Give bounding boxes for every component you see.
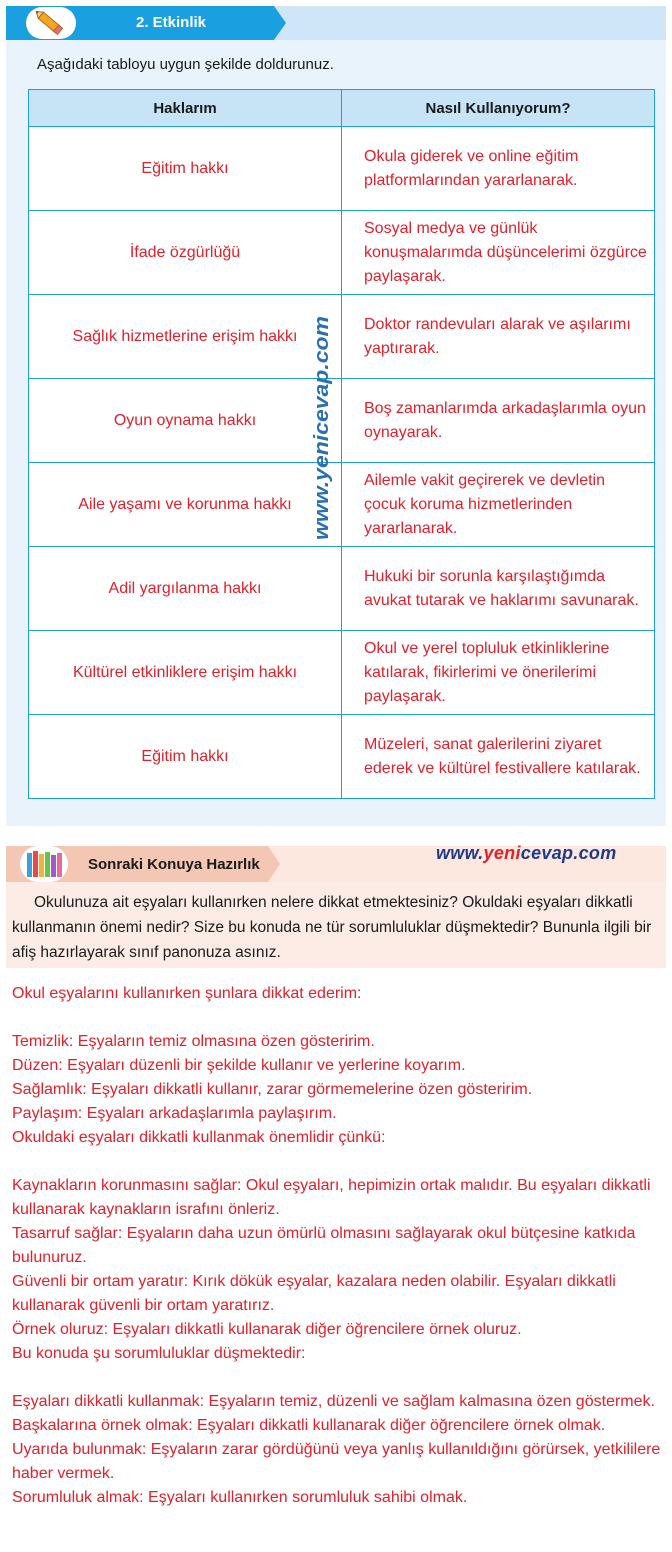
activity-section xyxy=(6,6,666,826)
right-cell: Adil yargılanma hakkı xyxy=(29,547,342,631)
right-cell: Aile yaşamı ve korunma hakkı xyxy=(29,463,342,547)
importance-item: Örnek oluruz: Eşyaları dikkatli kullanarak diğer öğrencilere örnek oluruz. xyxy=(12,1321,522,1338)
answer-intro: Okul eşyalarını kullanırken şunlara dikkat ederim: xyxy=(12,985,362,1002)
right-cell: Eğitim hakkı xyxy=(29,715,342,799)
responsibility-intro: Bu konuda şu sorumluluklar düşmektedir: xyxy=(12,1345,306,1362)
column-header-usage: Nasıl Kullanıyorum? xyxy=(342,90,655,127)
next-topic-title: Sonraki Konuya Hazırlık xyxy=(88,856,260,873)
svg-text:www.yenicevap.com: www.yenicevap.com xyxy=(311,345,333,540)
table-row xyxy=(29,463,655,547)
importance-item: Güvenli bir ortam yaratır: Kırık dökük eşyalar, kazalara neden olabilir. Eşyaları dikkatli kullanarak güvenli bir ortam yaratırız. xyxy=(12,1273,616,1314)
table-row xyxy=(29,295,655,379)
prompt-text: Okulunuza ait eşyaları kullanırken nelere dikkat etmektesiniz? Okuldaki eşyaları dikkatli kullanmanın önemi nedir? Size bu konuda ne tür sorumluluklar düşmektedir? Bununla ilgili bir afiş hazırlayarak sınıf panonuza asınız. xyxy=(12,894,652,961)
usage-cell: Müzeleri, sanat galerilerini ziyaret ederek ve kültürel festivallere katılarak. xyxy=(342,715,655,799)
site-brand xyxy=(436,843,617,864)
care-item: Düzen: Eşyaları düzenli bir şekilde kullanır ve yerlerine koyarım. xyxy=(12,1057,466,1074)
table-row xyxy=(29,379,655,463)
care-item: Paylaşım: Eşyaları arkadaşlarımla paylaşırım. xyxy=(12,1105,337,1122)
right-cell: İfade özgürlüğü xyxy=(29,211,342,295)
usage-cell: Okul ve yerel topluluk etkinliklerine katılarak, fikirlerimi ve önerilerimi paylaşarak. xyxy=(342,631,655,715)
table-row xyxy=(29,715,655,799)
right-cell: Oyun oynama hakkı xyxy=(29,379,342,463)
usage-cell: Ailemle vakit geçirerek ve devletin çocuk koruma hizmetlerinden yararlanarak. xyxy=(342,463,655,547)
responsibility-item: Eşyaları dikkatli kullanmak: Eşyaların temiz, düzenli ve sağlam kalmasına özen göstermek. xyxy=(12,1393,655,1410)
column-header-rights: Haklarım xyxy=(29,90,342,127)
table-row xyxy=(29,631,655,715)
importance-item: Tasarruf sağlar: Eşyaların daha uzun ömürlü olmasını sağlayarak okul bütçesine katkıda bulunuruz. xyxy=(12,1225,636,1266)
right-cell: Kültürel etkinliklere erişim hakkı xyxy=(29,631,342,715)
activity-title: 2. Etkinlik xyxy=(136,14,207,31)
activity-instruction: Aşağıdaki tabloyu uygun şekilde doldurunuz. xyxy=(37,56,334,73)
responsibility-item: Sorumluluk almak: Eşyaları kullanırken sorumluluk sahibi olmak. xyxy=(12,1489,468,1506)
table-row xyxy=(29,211,655,295)
importance-intro: Okuldaki eşyaları dikkatli kullanmak önemlidir çünkü: xyxy=(12,1129,386,1146)
books-icon xyxy=(24,849,66,879)
usage-cell: Hukuki bir sorunla karşılaştığımda avukat tutarak ve haklarımı savunarak. xyxy=(342,547,655,631)
right-cell: Sağlık hizmetlerine erişim hakkı xyxy=(29,295,342,379)
care-item: Sağlamlık: Eşyaları dikkatli kullanır, zarar görmemelerine özen gösteririm. xyxy=(12,1081,533,1098)
importance-item: Kaynakların korunmasını sağlar: Okul eşyaları, hepimizin ortak malıdır. Bu eşyaları dikkatli kullanarak kaynakların israfını önleriz. xyxy=(12,1177,651,1218)
pencil-icon xyxy=(32,9,68,37)
brand-suffix: cevap.com xyxy=(520,843,617,863)
watermark xyxy=(306,310,336,540)
responsibility-item: Uyarıda bulunmak: Eşyaların zarar gördüğünü veya yanlış kullanıldığını görürsek, yetkililere haber vermek. xyxy=(12,1441,661,1482)
responsibility-item: Başkalarına örnek olmak: Eşyaları dikkatli kullanarak diğer öğrencilere örnek olmak. xyxy=(12,1417,606,1434)
usage-cell: Doktor randevuları alarak ve aşılarımı yaptırarak. xyxy=(342,295,655,379)
table-row xyxy=(29,127,655,211)
answer-text xyxy=(12,982,664,1510)
usage-cell: Boş zamanlarımda arkadaşlarımla oyun oynayarak. xyxy=(342,379,655,463)
usage-cell: Okula giderek ve online eğitim platformlarından yararlanarak. xyxy=(342,127,655,211)
brand-prefix: www. xyxy=(436,843,484,863)
table-row xyxy=(29,547,655,631)
brand-mid: yeni xyxy=(483,843,521,863)
rights-table xyxy=(28,89,655,799)
care-item: Temizlik: Eşyaların temiz olmasına özen gösteririm. xyxy=(12,1033,375,1050)
usage-cell: Sosyal medya ve günlük konuşmalarımda düşüncelerimi özgürce paylaşarak. xyxy=(342,211,655,295)
right-cell: Eğitim hakkı xyxy=(29,127,342,211)
